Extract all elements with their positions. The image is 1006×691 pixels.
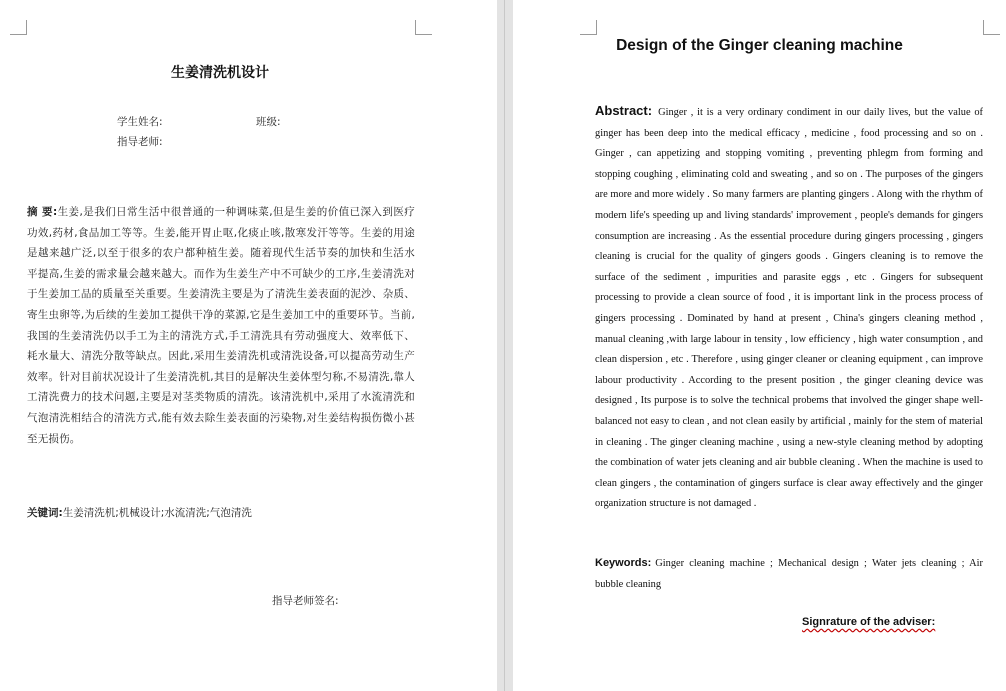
class-label: 班级:	[256, 116, 281, 128]
page-divider	[504, 0, 505, 691]
en-keywords	[595, 553, 983, 595]
en-document-title: Design of the Ginger cleaning machine	[616, 37, 903, 54]
corner-mark-top-left	[580, 20, 597, 35]
corner-mark-top-right	[983, 20, 1000, 35]
student-name-label: 学生姓名:	[117, 116, 163, 128]
left-page	[0, 0, 497, 691]
cn-keywords	[27, 505, 417, 520]
right-page	[513, 0, 1006, 691]
cn-advisor-signature-label: 指导老师签名:	[272, 595, 339, 607]
advisor-label: 指导老师:	[117, 136, 163, 148]
en-abstract-label: Abstract:	[595, 103, 653, 118]
page-gutter	[497, 0, 513, 691]
cn-abstract-text: 生姜,是我们日常生活中很普通的一种调味菜,但是生姜的价值已深入到医疗功效,药材,食品加工等等。生姜,能开胃止呕,化痰止咳,散寒发汗等等。生姜的用途是越来越广泛,以至于很多的农户都种植生姜。随着现代生活节奏的加快和生活水平提高,生姜的需求量会越来越大。而作为生姜生产中不可缺少的工序,生姜清洗对于生姜加工品的质量至关重要。生姜清洗主要是为了清洗生姜表面的泥沙、杂质、寄生虫卵等,为后续的生姜加工提供干净的菜源,它是生姜加工中的重要环节。当前,我国的生姜清洗仍以手工为主的清洗方式,手工清洗具有劳动强度大、效率低下、耗水量大、清洗分散等缺点。因此,采用生姜清洗机或清洗设备,可以提高劳动生产效率。针对目前状况设计了生姜清洗机,其目的是解决生姜体型匀称,不易清洗,靠人工清洗费力的技术问题,主要是对茎类物质的清洗。该清洗机中,采用了水流清洗和气泡清洗相结合的清洗方式,能有效去除生姜表面的污染物,对生姜结构损伤微小甚至无损伤。	[27, 206, 415, 445]
cn-keywords-label: 关键词:	[27, 507, 63, 519]
en-abstract-text: Ginger , it is a very ordinary condiment in our daily lives, but the value of ginger has been deep into the medical efficacy , medicine , food processing and so on . Ginger , can appetizing and stopping vomiting , preventing phlegm from forming and stopping coughing , eliminating cold and sweating , and so on . The purposes of the gingers are more and more widely . So many farmers are planting gingers . Along with the rhythm of modern life's speeding up and living standards' improvement , people's demands for gingers consumption are increasing . As the essential procedure during gingers processing , gingers cleaning is crucial for the quality of gingers goods . Gingers cleaning is to remove the surface of the sediment , impurities and parasite eggs , etc . Gingers for subsequent processing to provide a clean source of food , it is important link in the process process of gingers processing . Dominated by hand at present , China's gingers cleaning method , manual cleaning ,with large labour in tensity , low efficiency , high water consumption , and clean dispersion , etc . Therefore , using ginger cleaner or cleaning equipment , can improve labour productivity . According to the present position , the ginger cleaning device was designed , Its purpose is to solve the technical probems that involved the ginger shape well-balanced not easy to clean , and not clean easily by artificial , mainly for the stem of material in cleaning . The ginger cleaning machine , using a new-style cleaning method by adopting the combination of water jets cleaning and air bubble cleaning . When the machine is used to clean gingers , the contamination of gingers surface is clear away effectively and the ginger organization structure is not damaged .	[595, 107, 983, 510]
cn-abstract-label: 摘 要:	[27, 206, 58, 218]
corner-mark-top-left	[10, 20, 27, 35]
en-advisor-signature-label: Signrature of the adviser:	[802, 616, 936, 628]
en-keywords-label: Keywords:	[595, 557, 652, 569]
cn-document-title: 生姜清洗机设计	[171, 65, 269, 81]
en-abstract	[595, 101, 983, 515]
cn-keywords-text: 生姜清洗机;机械设计;水流清洗;气泡清洗	[62, 507, 252, 519]
en-keywords-text: Ginger cleaning machine ; Mechanical design ; Water jets cleaning ; Air bubble cleaning	[595, 558, 983, 590]
corner-mark-top-right	[415, 20, 432, 35]
cn-abstract	[27, 202, 415, 449]
